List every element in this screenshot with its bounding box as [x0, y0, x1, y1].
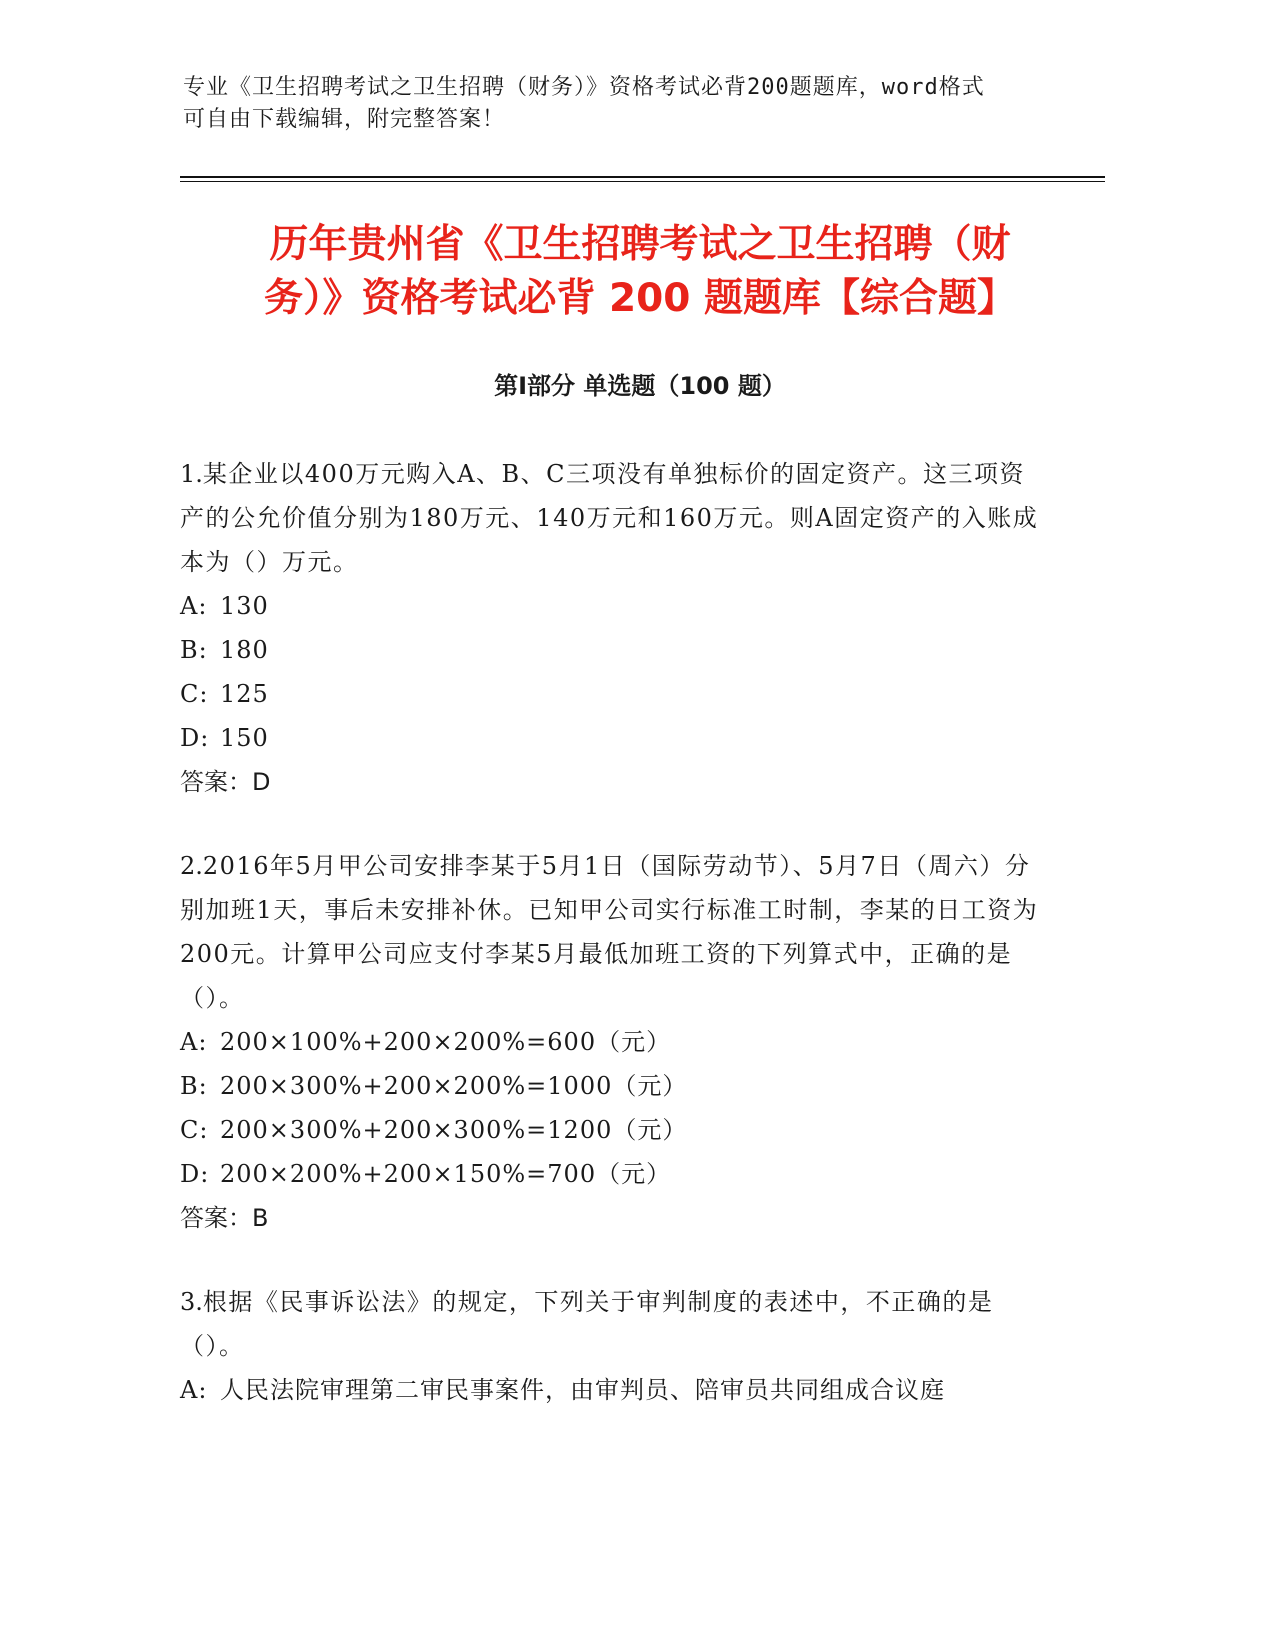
question-body: 2016年5月甲公司安排李某于5月1日（国际劳动节）、5月7日（周六）分别加班1天，事后未安排补休。已知甲公司实行标准工时制，李某的日工资为200元。计算甲公司应支付李某5月最低加班工资的下列算式中，正确的是（）。	[180, 852, 1039, 1012]
option-letter: A:	[180, 592, 208, 620]
option-letter: C:	[180, 1116, 209, 1144]
option-text: 180	[220, 636, 269, 664]
option-d	[180, 1152, 1040, 1196]
question-1	[180, 452, 1040, 804]
question-text	[180, 452, 1040, 584]
header-divider-thin	[180, 181, 1105, 182]
question-body: 根据《民事诉讼法》的规定，下列关于审判制度的表述中，不正确的是（）。	[180, 1288, 994, 1360]
header-note-line-2: 可自由下载编辑，附完整答案！	[183, 107, 506, 132]
document-title-line-1: 历年贵州省《卫生招聘考试之卫生招聘（财	[269, 222, 1011, 267]
option-text: 200×200%+200×150%=700（元）	[220, 1160, 672, 1188]
question-text	[180, 844, 1040, 1020]
option-letter: B:	[180, 636, 208, 664]
option-text: 150	[220, 724, 269, 752]
question-3	[180, 1280, 1040, 1412]
option-text: 130	[220, 592, 269, 620]
option-text: 200×100%+200×200%=600（元）	[220, 1028, 672, 1056]
option-letter: A:	[180, 1376, 208, 1404]
option-text: 200×300%+200×200%=1000（元）	[220, 1072, 688, 1100]
option-a	[180, 1020, 1040, 1064]
answer-line: 答案：B	[180, 1204, 269, 1232]
option-letter: C:	[180, 680, 209, 708]
question-number: 3.	[180, 1288, 203, 1316]
document-title	[180, 218, 1100, 326]
option-d	[180, 716, 1040, 760]
header-note-line-1: 专业《卫生招聘考试之卫生招聘（财务）》资格考试必背200题题库，word格式	[183, 75, 985, 100]
question-number: 2.	[180, 852, 203, 880]
option-text: 200×300%+200×300%=1200（元）	[220, 1116, 688, 1144]
option-b	[180, 1064, 1040, 1108]
option-letter: D:	[180, 724, 210, 752]
question-number: 1.	[180, 460, 203, 488]
option-a	[180, 1368, 1040, 1412]
header-divider-thick	[180, 176, 1105, 178]
option-text: 125	[220, 680, 269, 708]
section-heading: 第Ⅰ部分 单选题（100 题）	[494, 372, 786, 400]
option-letter: A:	[180, 1028, 208, 1056]
option-b	[180, 628, 1040, 672]
answer-line: 答案：D	[180, 768, 271, 796]
question-list	[180, 452, 1040, 1452]
option-a	[180, 584, 1040, 628]
question-text	[180, 1280, 1040, 1368]
option-text: 人民法院审理第二审民事案件，由审判员、陪审员共同组成合议庭	[220, 1376, 945, 1404]
option-c	[180, 1108, 1040, 1152]
option-c	[180, 672, 1040, 716]
question-body: 某企业以400万元购入A、B、C三项没有单独标价的固定资产。这三项资产的公允价值分别为180万元、140万元和160万元。则A固定资产的入账成本为（）万元。	[180, 460, 1039, 576]
question-2	[180, 844, 1040, 1240]
header-note	[183, 72, 1063, 136]
document-title-line-2: 务）》资格考试必背 200 题题库【综合题】	[263, 276, 1017, 321]
option-letter: D:	[180, 1160, 210, 1188]
option-letter: B:	[180, 1072, 208, 1100]
